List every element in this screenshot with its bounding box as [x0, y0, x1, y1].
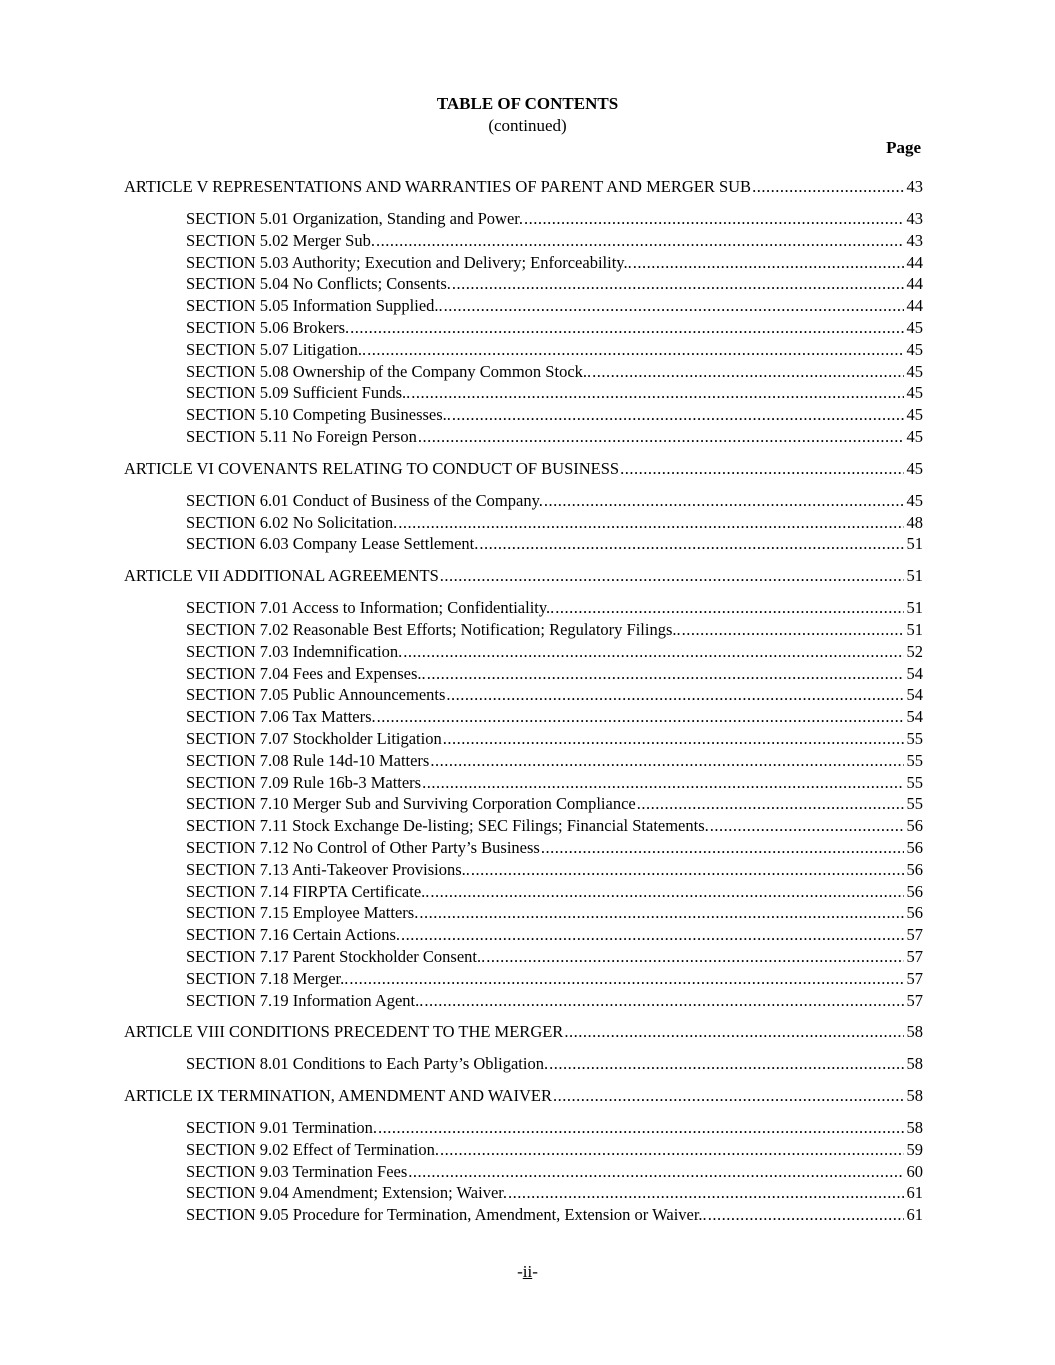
dot-leader: [446, 684, 904, 706]
section-title: SECTION 7.07 Stockholder Litigation: [186, 728, 442, 748]
toc-title: TABLE OF CONTENTS: [436, 94, 619, 113]
dot-leader: [620, 458, 904, 480]
section-title: SECTION 7.10 Merger Sub and Surviving Corporation Compliance: [186, 794, 636, 814]
section-title: SECTION 7.08 Rule 14d-10 Matters: [186, 750, 430, 770]
toc-section-entry[interactable]: [186, 208, 923, 230]
section-page-number: 61: [906, 1205, 923, 1225]
section-page-number: 60: [906, 1161, 923, 1181]
dot-leader: [403, 641, 904, 663]
section-page-number: 59: [906, 1139, 923, 1159]
section-page-number: 45: [906, 317, 923, 337]
toc-section-entry[interactable]: [186, 361, 923, 383]
section-title: SECTION 7.02 Reasonable Best Efforts; Notification; Regulatory Filings..: [186, 619, 681, 639]
dot-leader: [376, 230, 904, 252]
toc-section-list: [124, 208, 923, 448]
section-title: SECTION 6.02 No Solicitation.: [186, 512, 398, 532]
dot-leader: [419, 902, 904, 924]
dot-leader: [427, 663, 904, 685]
toc-section-entry[interactable]: [186, 619, 923, 641]
section-page-number: 44: [906, 274, 923, 294]
section-title: SECTION 7.16 Certain Actions.: [186, 925, 401, 945]
section-page-number: 51: [906, 598, 923, 618]
section-title: SECTION 5.09 Sufficient Funds..: [186, 383, 411, 403]
toc-section-entry[interactable]: [186, 837, 923, 859]
page-column-heading: Page: [886, 138, 921, 157]
dot-leader: [549, 1053, 904, 1075]
dot-leader: [508, 1182, 904, 1204]
article-page-number: 58: [906, 1022, 923, 1042]
toc-section-entry[interactable]: [186, 968, 923, 990]
section-page-number: 44: [906, 296, 923, 316]
section-title: SECTION 7.03 Indemnification.: [186, 641, 403, 661]
toc-article-entry[interactable]: [124, 1021, 923, 1043]
dot-leader: [452, 404, 904, 426]
dot-leader: [401, 924, 904, 946]
article-title: ARTICLE VI COVENANTS RELATING TO CONDUCT OF BUSINESS: [124, 458, 620, 478]
section-title: SECTION 7.17 Parent Stockholder Consent..: [186, 946, 486, 966]
article-page-number: 51: [906, 566, 923, 586]
section-page-number: 56: [906, 881, 923, 901]
toc-section-entry[interactable]: [186, 317, 923, 339]
dot-leader: [398, 512, 904, 534]
toc-section-list: [124, 490, 923, 555]
section-title: SECTION 7.11 Stock Exchange De-listing; SEC Filings; Financial Statements.: [186, 816, 709, 836]
section-title: SECTION 7.14 FIRPTA Certificate..: [186, 881, 430, 901]
dot-leader: [555, 597, 904, 619]
toc-section-entry[interactable]: [186, 533, 923, 555]
dot-leader: [377, 706, 904, 728]
toc-section-entry[interactable]: [186, 772, 923, 794]
dot-leader: [541, 837, 904, 859]
toc-section-entry[interactable]: [186, 339, 923, 361]
article-page-number: 43: [906, 177, 923, 196]
section-page-number: 54: [906, 685, 923, 705]
toc-section-entry[interactable]: [186, 382, 923, 404]
section-page-number: 55: [906, 794, 923, 814]
section-page-number: 54: [906, 663, 923, 683]
dot-leader: [349, 968, 904, 990]
dot-leader: [682, 619, 904, 641]
section-page-number: 44: [906, 252, 923, 272]
section-title: SECTION 6.01 Conduct of Business of the Company.: [186, 490, 543, 510]
section-page-number: 57: [906, 990, 923, 1010]
dot-leader: [430, 881, 904, 903]
toc-section-list: [124, 597, 923, 1011]
section-page-number: 43: [906, 230, 923, 250]
section-title: SECTION 5.08 Ownership of the Company Common Stock..: [186, 361, 592, 381]
article-page-number: 45: [906, 458, 923, 478]
section-title: SECTION 5.11 No Foreign Person: [186, 426, 417, 446]
section-page-number: 45: [906, 490, 923, 510]
dot-leader: [424, 990, 904, 1012]
section-page-number: 56: [906, 859, 923, 879]
section-page-number: 45: [906, 383, 923, 403]
section-page-number: 54: [906, 707, 923, 727]
toc-section-entry[interactable]: [186, 946, 923, 968]
section-page-number: 58: [906, 1118, 923, 1138]
section-page-number: 45: [906, 405, 923, 425]
section-title: SECTION 5.02 Merger Sub.: [186, 230, 375, 250]
section-page-number: 51: [906, 619, 923, 639]
dot-leader: [544, 490, 904, 512]
section-page-number: 45: [906, 426, 923, 446]
dot-leader: [422, 772, 904, 794]
footer-page-number: ii: [522, 1262, 533, 1281]
toc-article-entry[interactable]: [124, 1085, 923, 1107]
toc-section-entry[interactable]: [186, 597, 923, 619]
toc-article-entry[interactable]: [124, 565, 923, 587]
toc-section-entry[interactable]: [186, 252, 923, 274]
dot-leader: [378, 1117, 904, 1139]
toc-section-entry[interactable]: [186, 815, 923, 837]
dot-leader: [350, 317, 904, 339]
dot-leader: [633, 252, 904, 274]
section-title: SECTION 7.18 Merger..: [186, 968, 349, 988]
section-page-number: 56: [906, 816, 923, 836]
dot-leader: [471, 859, 904, 881]
section-title: SECTION 8.01 Conditions to Each Party’s Obligation.: [186, 1054, 549, 1074]
dot-leader: [367, 339, 904, 361]
toc-section-entry[interactable]: [186, 1117, 923, 1139]
dot-leader: [443, 728, 904, 750]
toc-section-entry[interactable]: [186, 663, 923, 685]
toc-section-list: [124, 1117, 923, 1226]
toc-section-entry[interactable]: [186, 902, 923, 924]
section-page-number: 57: [906, 968, 923, 988]
toc-section-entry[interactable]: [186, 273, 923, 295]
toc-section-entry[interactable]: [186, 1182, 923, 1204]
section-title: SECTION 9.05 Procedure for Termination, Amendment, Extension or Waiver..: [186, 1205, 707, 1225]
dot-leader: [486, 946, 904, 968]
dot-leader: [710, 815, 904, 837]
article-title: ARTICLE VIII CONDITIONS PRECEDENT TO THE MERGER: [124, 1022, 564, 1042]
section-title: SECTION 7.15 Employee Matters.: [186, 903, 419, 923]
section-page-number: 57: [906, 925, 923, 945]
article-title: ARTICLE V REPRESENTATIONS AND WARRANTIES OF PARENT AND MERGER SUB: [124, 177, 752, 196]
page-footer: -ii-: [517, 1262, 538, 1281]
section-page-number: 61: [906, 1183, 923, 1203]
dot-leader: [708, 1204, 904, 1226]
section-title: SECTION 7.09 Rule 16b-3 Matters: [186, 772, 422, 792]
section-title: SECTION 5.05 Information Supplied..: [186, 296, 443, 316]
toc-section-entry[interactable]: [186, 728, 923, 750]
section-title: SECTION 5.04 No Conflicts; Consents.: [186, 274, 451, 294]
dot-leader: [553, 1085, 904, 1107]
toc-article-group: [124, 458, 923, 555]
toc-section-entry[interactable]: [186, 641, 923, 663]
toc-section-entry[interactable]: [186, 859, 923, 881]
section-page-number: 55: [906, 750, 923, 770]
section-page-number: 56: [906, 903, 923, 923]
dot-leader: [408, 1161, 904, 1183]
toc-section-entry[interactable]: [186, 881, 923, 903]
section-title: SECTION 7.13 Anti-Takeover Provisions..: [186, 859, 470, 879]
section-title: SECTION 5.06 Brokers.: [186, 317, 350, 337]
dot-leader: [411, 382, 904, 404]
dot-leader: [637, 793, 904, 815]
toc-article-group: [124, 176, 923, 448]
toc-section-entry[interactable]: [186, 404, 923, 426]
section-title: SECTION 5.03 Authority; Execution and Delivery; Enforceability..: [186, 252, 632, 272]
toc-section-entry[interactable]: [186, 706, 923, 728]
section-page-number: 57: [906, 946, 923, 966]
toc-article-group: [124, 1021, 923, 1075]
section-title: SECTION 7.05 Public Announcements: [186, 685, 446, 705]
section-page-number: 56: [906, 837, 923, 857]
section-title: SECTION 6.03 Company Lease Settlement.: [186, 534, 479, 554]
toc-article-entry[interactable]: [124, 176, 923, 198]
toc-section-entry[interactable]: [186, 1139, 923, 1161]
section-title: SECTION 5.07 Litigation..: [186, 339, 367, 359]
section-title: SECTION 7.06 Tax Matters.: [186, 707, 376, 727]
section-title: SECTION 7.04 Fees and Expenses..: [186, 663, 426, 683]
section-title: SECTION 9.01 Termination.: [186, 1118, 378, 1138]
dot-leader: [592, 361, 904, 383]
toc-article-group: [124, 565, 923, 1011]
section-title: SECTION 9.04 Amendment; Extension; Waiver.: [186, 1183, 508, 1203]
dot-leader: [452, 273, 904, 295]
toc-section-entry[interactable]: [186, 295, 923, 317]
toc-section-entry[interactable]: [186, 512, 923, 534]
dot-leader: [752, 176, 904, 198]
section-title: SECTION 9.02 Effect of Termination.: [186, 1139, 440, 1159]
toc-section-entry[interactable]: [186, 684, 923, 706]
toc-section-entry[interactable]: [186, 793, 923, 815]
section-page-number: 43: [906, 209, 923, 228]
section-page-number: 48: [906, 512, 923, 532]
section-title: SECTION 7.19 Information Agent..: [186, 990, 424, 1010]
section-page-number: 55: [906, 772, 923, 792]
article-page-number: 58: [906, 1086, 923, 1106]
toc-section-entry[interactable]: [186, 426, 923, 448]
dot-leader: [430, 750, 904, 772]
toc-article-group: [124, 1085, 923, 1226]
article-title: ARTICLE IX TERMINATION, AMENDMENT AND WAIVER: [124, 1086, 552, 1106]
dot-leader: [564, 1021, 904, 1043]
dot-leader: [440, 565, 904, 587]
dot-leader: [418, 426, 904, 448]
section-page-number: 52: [906, 641, 923, 661]
section-page-number: 55: [906, 728, 923, 748]
dot-leader: [524, 208, 904, 230]
article-title: ARTICLE VII ADDITIONAL AGREEMENTS: [124, 566, 439, 586]
dot-leader: [440, 1139, 904, 1161]
toc-section-list: [124, 1053, 923, 1075]
toc-section-entry[interactable]: [186, 990, 923, 1012]
toc-section-entry[interactable]: [186, 1204, 923, 1226]
toc-section-entry[interactable]: [186, 490, 923, 512]
section-title: SECTION 7.12 No Control of Other Party’s Business: [186, 837, 540, 857]
dot-leader: [444, 295, 904, 317]
section-title: SECTION 7.01 Access to Information; Confidentiality..: [186, 598, 555, 618]
toc-section-entry[interactable]: [186, 230, 923, 252]
table-of-contents: [124, 176, 923, 1226]
toc-section-entry[interactable]: [186, 750, 923, 772]
toc-subtitle: (continued): [488, 116, 567, 135]
section-page-number: 51: [906, 534, 923, 554]
toc-section-entry[interactable]: [186, 1053, 923, 1075]
dot-leader: [479, 533, 904, 555]
section-page-number: 45: [906, 361, 923, 381]
toc-section-entry[interactable]: [186, 924, 923, 946]
toc-section-entry[interactable]: [186, 1161, 923, 1183]
section-title: SECTION 5.01 Organization, Standing and Power.: [186, 209, 523, 228]
section-title: SECTION 9.03 Termination Fees: [186, 1161, 408, 1181]
section-page-number: 58: [906, 1054, 923, 1074]
toc-article-entry[interactable]: [124, 458, 923, 480]
section-title: SECTION 5.10 Competing Businesses..: [186, 405, 451, 425]
section-page-number: 45: [906, 339, 923, 359]
